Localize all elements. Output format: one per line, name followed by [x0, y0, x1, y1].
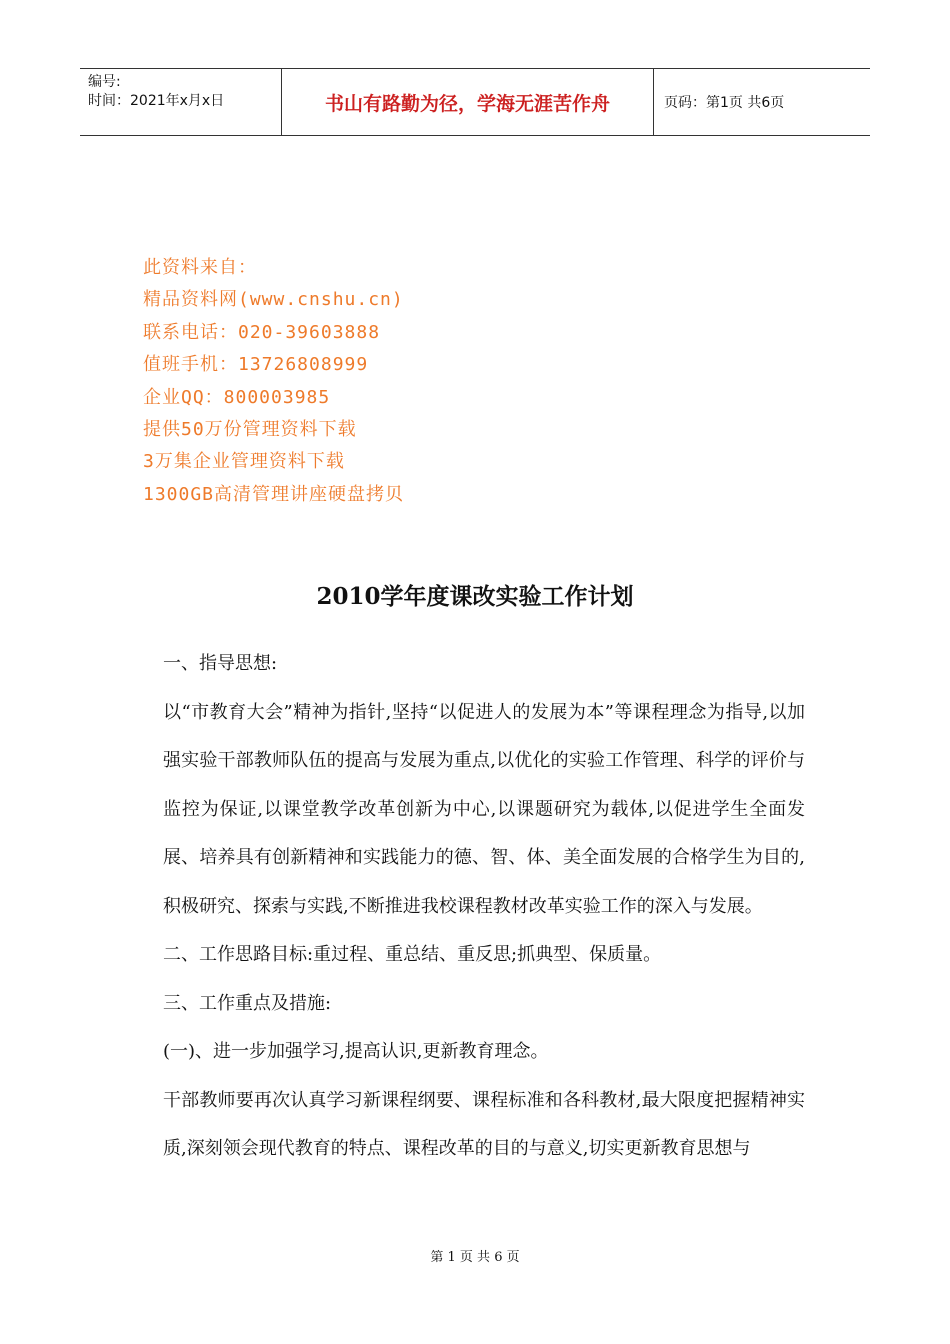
header-page-cell — [654, 69, 870, 135]
page-footer: 第 1 页 共 6 页 — [430, 1250, 520, 1265]
source-mobile: 值班手机：13726808999 — [143, 354, 369, 376]
section-heading: 三、工作重点及措施: — [163, 992, 332, 1014]
header-meta-cell — [80, 69, 282, 135]
source-line: 1300GB高清管理讲座硬盘拷贝 — [143, 483, 405, 505]
source-website[interactable]: 精品资料网(www.cnshu.cn) — [143, 289, 404, 311]
source-line: 3万集企业管理资料下载 — [143, 451, 345, 473]
source-line: 此资料来自： — [143, 257, 257, 278]
section-heading: 二、工作思路目标:重过程、重总结、重反思;抓典型、保质量。 — [163, 944, 662, 965]
page-info: 页码：第1页 共6页 — [664, 95, 785, 111]
motto: 书山有路勤为径，学海无涯苦作舟 — [324, 92, 610, 115]
section-heading: 一、指导思想: — [163, 653, 278, 674]
source-qq: 企业QQ：800003985 — [143, 386, 331, 408]
number-label: 编号: — [88, 74, 121, 90]
time-label: 时间：2021年x月x日 — [88, 93, 225, 109]
source-line: 提供50万份管理资料下载 — [143, 419, 357, 441]
document-title: 2010学年度课改实验工作计划 — [316, 583, 634, 610]
paragraph: 干部教师要再次认真学习新课程纲要、课程标准和各科教材,最大限度把握精神实质,深刻领会现代教育的特点、课程改革的目的与意义,切实更新教育思想与 — [163, 1089, 805, 1159]
document-body — [145, 640, 805, 1174]
source-info — [143, 252, 404, 511]
header-motto-cell — [282, 69, 654, 135]
subsection-heading: (一)、进一步加强学习,提高认识,更新教育理念。 — [163, 1041, 549, 1062]
paragraph: 以“市教育大会”精神为指针,坚持“以促进人的发展为本”等课程理念为指导,以加强实验干部教师队伍的提高与发展为重点,以优化的实验工作管理、科学的评价与监控为保证,以课堂教学改革创新为中心,以课题研究为载体,以促进学生全面发展、培养具有创新精神和实践能力的德、智、体、美全面发展的合格学生为目的,积极研究、探索与实践,不断推进我校课程教材改革实验工作的深入与发展。 — [163, 701, 805, 917]
header-table — [80, 68, 870, 136]
source-phone: 联系电话：020-39603888 — [143, 321, 381, 343]
